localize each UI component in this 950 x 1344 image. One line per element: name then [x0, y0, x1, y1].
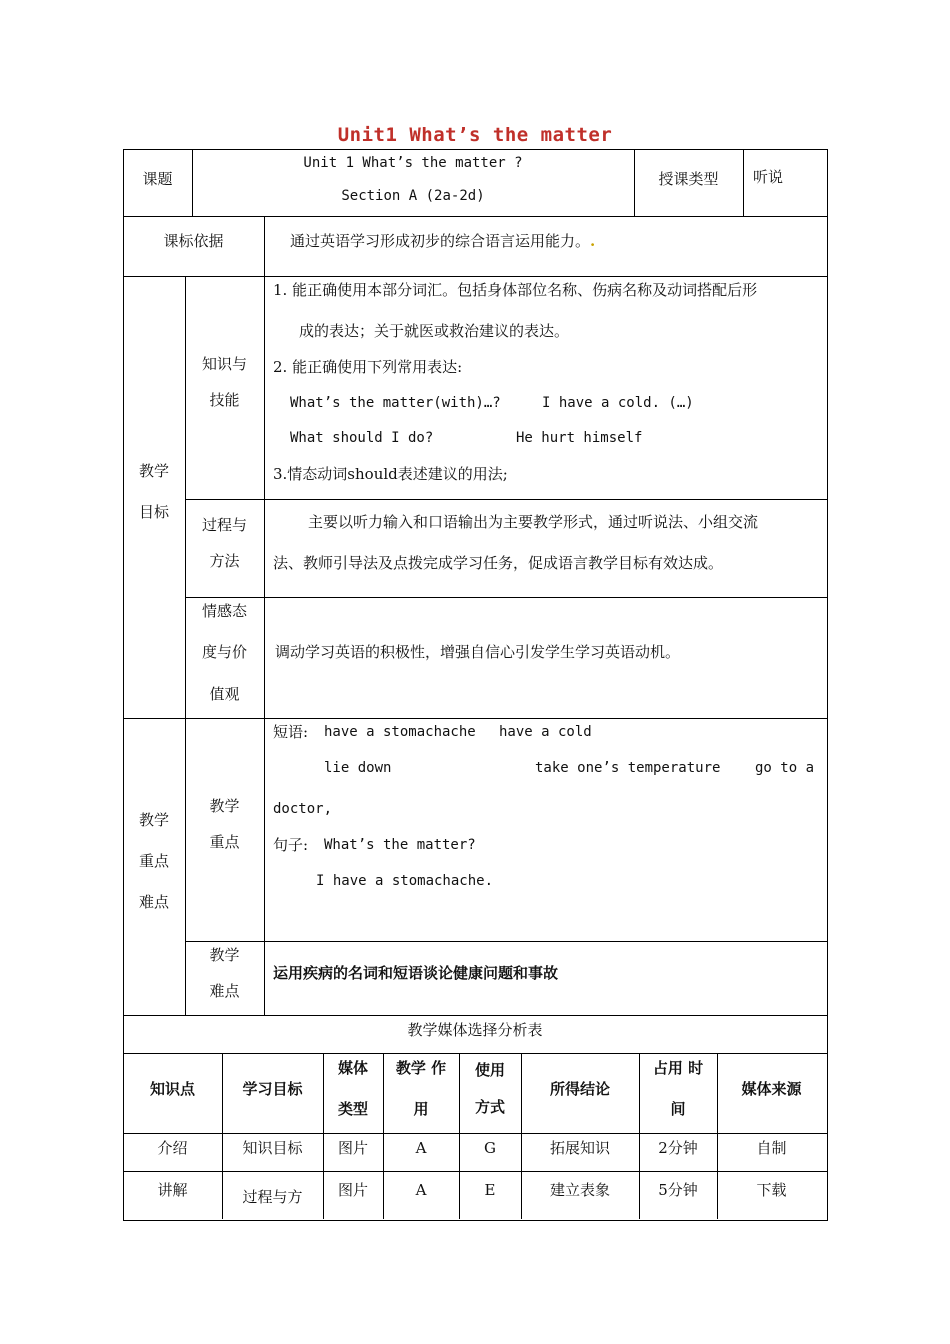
cell-r2-source: 下载 [756, 1181, 787, 1199]
topic-line-1: Unit 1 What’s the matter ? [303, 155, 523, 171]
objectives-label-1: 教学 [138, 462, 169, 480]
cell-r1-time: 2分钟 [658, 1139, 698, 1157]
col-header-media-type-1: 媒体 [337, 1059, 368, 1077]
row-divider [185, 597, 827, 598]
row-divider [185, 941, 827, 942]
knowledge-expression-4: He hurt himself [516, 430, 643, 446]
col-header-time-2: 间 [670, 1100, 686, 1118]
topic-label: 课题 [142, 170, 173, 188]
focus-label-2: 重点 [209, 833, 240, 851]
cell-r2-learning-goal: 过程与方 [242, 1188, 303, 1206]
cell-r2-knowledge-point: 讲解 [157, 1181, 188, 1199]
col-header-source: 媒体来源 [741, 1080, 802, 1098]
basis-dot: . [590, 232, 596, 250]
col-divider [743, 149, 744, 217]
knowledge-expression-2: I have a cold. (…) [542, 395, 694, 411]
lesson-type-value: 听说 [753, 168, 784, 186]
row-divider [185, 499, 827, 500]
knowledge-label-2: 技能 [209, 391, 240, 409]
col-header-usage-2: 方式 [474, 1098, 505, 1116]
sentence-1: What’s the matter? [324, 837, 476, 853]
row-divider [123, 276, 827, 277]
process-label-2: 方法 [209, 552, 240, 570]
emotion-label-2: 度与价 [201, 643, 247, 661]
emotion-label-1: 情感态 [201, 602, 247, 620]
difficulty-label-1: 教学 [209, 946, 240, 964]
phrase-1: have a stomachache [324, 724, 476, 740]
knowledge-expression-3: What should I do? [290, 430, 434, 446]
cell-r2-usage: E [484, 1181, 496, 1199]
row-divider [123, 1053, 827, 1054]
process-line-1: 主要以听力输入和口语输出为主要教学形式，通过听说法、小组交流 [308, 513, 759, 531]
basis-label: 课标依据 [163, 232, 224, 250]
document-title: Unit1 What’s the matter [337, 124, 613, 146]
phrase-2: have a cold [499, 724, 592, 740]
difficulty-text: 运用疾病的名词和短语谈论健康问题和事故 [273, 964, 559, 982]
col-header-teaching-role-1: 教学 作 [395, 1059, 447, 1077]
phrase-4: take one’s temperature [535, 760, 721, 776]
cell-r1-source: 自制 [756, 1139, 787, 1157]
lesson-type-label: 授课类型 [658, 170, 719, 188]
emotion-label-3: 值观 [209, 685, 240, 703]
keypoints-label-2: 重点 [138, 852, 169, 870]
col-header-learning-goal: 学习目标 [242, 1080, 303, 1098]
cell-r1-conclusion: 拓展知识 [549, 1139, 610, 1157]
col-header-time-1: 占用 时 [652, 1059, 704, 1077]
phrases-prefix: 短语: [273, 723, 309, 741]
row-divider [123, 718, 827, 719]
sentence-2: I have a stomachache. [316, 873, 494, 889]
knowledge-line-2: 成的表达；关于就医或救治建议的表达。 [299, 322, 570, 340]
knowledge-label-1: 知识与 [201, 355, 247, 373]
knowledge-line-3: 2. 能正确使用下列常用表达: [273, 358, 463, 376]
row-divider [123, 1015, 827, 1016]
cell-r1-learning-goal: 知识目标 [242, 1139, 303, 1157]
phrase-5-cont: doctor, [273, 801, 333, 817]
col-header-usage-1: 使用 [474, 1061, 505, 1079]
emotion-text: 调动学习英语的积极性，增强自信心引发学生学习英语动机。 [275, 643, 681, 661]
topic-line-2: Section A (2a-2d) [341, 188, 485, 204]
row-divider [123, 1133, 827, 1134]
cell-r1-teaching-role: A [415, 1139, 427, 1157]
process-label-1: 过程与 [201, 516, 247, 534]
cell-r2-teaching-role: A [415, 1181, 427, 1199]
col-header-knowledge-point: 知识点 [149, 1080, 195, 1098]
basis-text: 通过英语学习形成初步的综合语言运用能力。 [290, 232, 591, 250]
process-line-2: 法、教师引导法及点拨完成学习任务，促成语言教学目标有效达成。 [273, 554, 724, 572]
phrase-5: go to a [755, 760, 815, 776]
difficulty-label-2: 难点 [209, 982, 240, 1000]
keypoints-label-3: 难点 [138, 893, 169, 911]
knowledge-line-6: 3.情态动词should表述建议的用法; [273, 465, 508, 483]
cell-r1-media-type: 图片 [337, 1139, 368, 1157]
sentence-prefix: 句子: [273, 836, 309, 854]
media-table-caption: 教学媒体选择分析表 [407, 1021, 543, 1039]
col-header-media-type-2: 类型 [337, 1100, 368, 1118]
objectives-label-2: 目标 [138, 503, 169, 521]
basis-text-wrap [290, 231, 595, 251]
row-divider [123, 1171, 827, 1172]
cell-r2-media-type: 图片 [337, 1181, 368, 1199]
row-divider [123, 216, 827, 217]
keypoints-label-1: 教学 [138, 811, 169, 829]
col-header-teaching-role-2: 用 [413, 1100, 429, 1118]
knowledge-expression-1: What’s the matter(with)…? [290, 395, 501, 411]
phrase-3: lie down [324, 760, 392, 776]
col-divider [264, 216, 265, 1016]
knowledge-line-1: 1. 能正确使用本部分词汇。包括身体部位名称、伤病名称及动词搭配后形 [273, 281, 758, 299]
focus-label-1: 教学 [209, 797, 240, 815]
col-header-conclusion: 所得结论 [549, 1080, 610, 1098]
cell-r2-conclusion: 建立表象 [549, 1181, 610, 1199]
cell-r2-time: 5分钟 [658, 1181, 698, 1199]
cell-r1-knowledge-point: 介绍 [157, 1139, 188, 1157]
cell-r1-usage: G [484, 1139, 496, 1157]
